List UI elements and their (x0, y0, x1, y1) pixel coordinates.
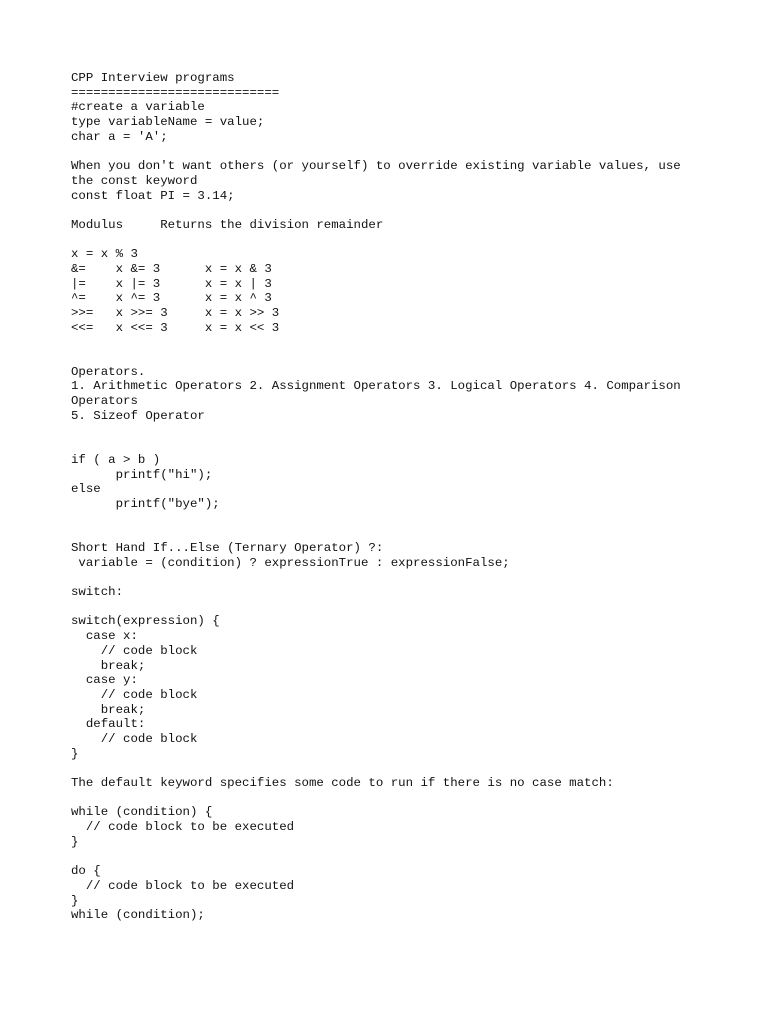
text-line: const float PI = 3.14; (71, 188, 235, 203)
text-line (71, 203, 711, 218)
text-line: default: (71, 717, 146, 732)
text-line (71, 424, 711, 439)
text-line: The default keyword specifies some code to run if there is no case match: (71, 776, 614, 790)
text-line: // code block (71, 643, 198, 658)
text-line: char a = 'A'; (71, 129, 168, 144)
text-line: type variableName = value; (71, 115, 265, 130)
document-page (71, 71, 711, 923)
text-line: <<= x <<= 3 x = x << 3 (71, 320, 280, 335)
text-line (71, 849, 711, 864)
text-line: if ( a > b ) (71, 452, 161, 467)
text-line: while (condition) { (71, 805, 213, 820)
text-line: printf("bye"); (71, 496, 220, 511)
text-line: >>= x >>= 3 x = x >> 3 (71, 306, 280, 320)
text-line: variable = (condition) ? expressionTrue : expressionFalse; (71, 555, 510, 570)
text-line: do { (71, 864, 101, 879)
text-line: Modulus Returns the division remainder (71, 217, 384, 232)
text-line: Short Hand If...Else (Ternary Operator) ?: (71, 541, 384, 555)
text-line: case y: (71, 673, 138, 688)
text-line: 1. Arithmetic Operators 2. Assignment Operators 3. Logical Operators 4. Comparison (71, 379, 681, 394)
text-line: printf("hi"); (71, 467, 213, 482)
text-line (71, 570, 711, 585)
text-line: ============================ (71, 85, 280, 100)
text-line (71, 526, 711, 541)
text-line: // code block (71, 687, 198, 702)
text-line: else (71, 482, 101, 497)
text-line (71, 600, 711, 615)
text-line: // code block (71, 731, 198, 746)
text-line: the const keyword (71, 173, 198, 188)
text-line: CPP Interview programs (71, 71, 235, 85)
text-line: case x: (71, 629, 138, 644)
text-line (71, 350, 711, 365)
text-line (71, 761, 711, 776)
text-line (71, 791, 711, 806)
text-line: Operators (71, 394, 138, 409)
text-line: break; (71, 658, 146, 673)
text-line (71, 512, 711, 527)
text-line: &= x &= 3 x = x & 3 (71, 261, 272, 276)
text-line: } (71, 746, 79, 761)
text-line: |= x |= 3 x = x | 3 (71, 276, 272, 291)
text-line: // code block to be executed (71, 820, 295, 835)
text-line: When you don't want others (or yourself) to override existing variable values, use (71, 159, 681, 174)
text-line: ^= x ^= 3 x = x ^ 3 (71, 291, 272, 306)
text-line: Operators. (71, 364, 146, 379)
text-line: break; (71, 702, 146, 717)
text-line: // code block to be executed (71, 878, 295, 893)
text-line: } (71, 893, 79, 908)
text-line: } (71, 834, 79, 849)
text-line: x = x % 3 (71, 247, 138, 262)
text-line: switch(expression) { (71, 614, 220, 629)
text-line: #create a variable (71, 100, 205, 115)
text-line: 5. Sizeof Operator (71, 408, 205, 423)
text-line: switch: (71, 585, 124, 600)
text-line: while (condition); (71, 908, 205, 923)
text-line (71, 144, 711, 159)
text-line (71, 438, 711, 453)
text-line (71, 233, 711, 248)
text-line (71, 335, 711, 350)
